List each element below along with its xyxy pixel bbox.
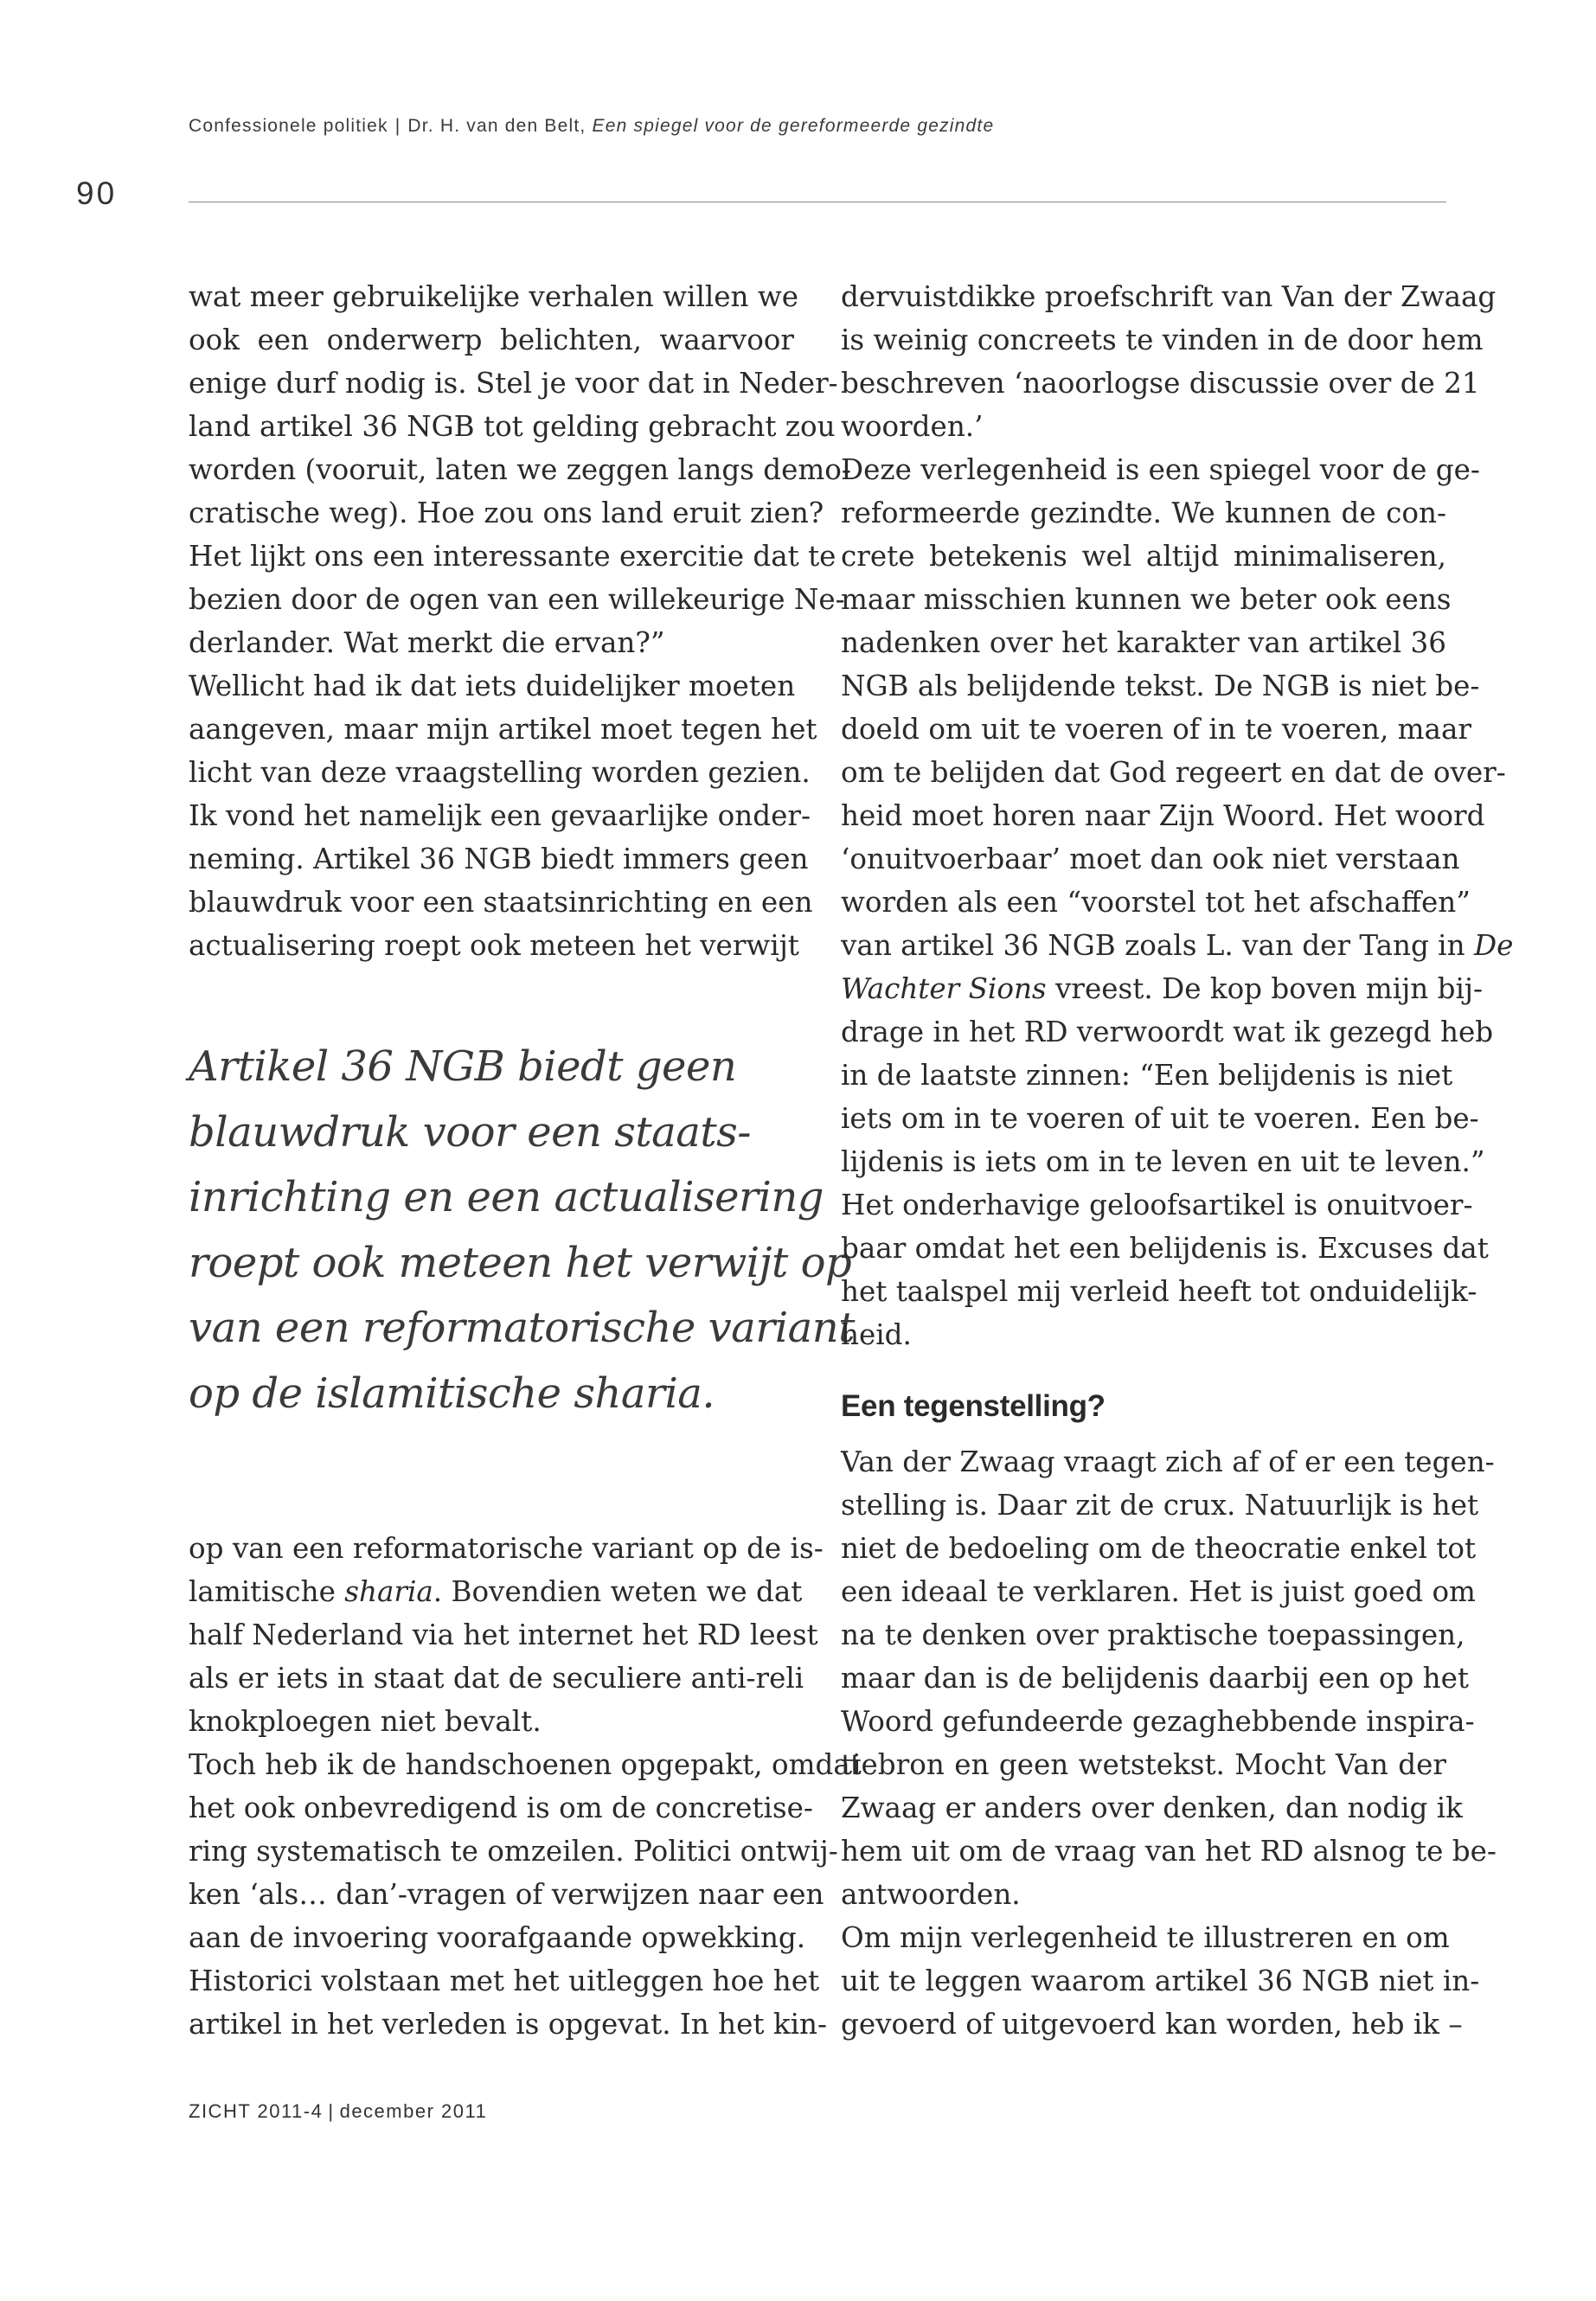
text-line: aan de invoering voorafgaande opwekking. [189,1921,806,1954]
text-line: uit te leggen waarom artikel 36 NGB niet in- [841,1965,1480,1997]
journal-title-italic: Wachter Sions [841,972,1047,1005]
text-line: het ook onbevredigend is om de concretise- [189,1791,813,1824]
text-line: gevoerd of uitgevoerd kan worden, heb ik – [841,2008,1463,2041]
text-line: Toch heb ik de handschoenen opgepakt, omdat [189,1748,862,1781]
text-line: stelling is. Daar zit de crux. Natuurlijk is het [841,1489,1479,1522]
text-line: Wellicht had ik dat iets duidelijker moeten [189,670,796,702]
footer-separator: | [328,2100,335,2122]
text-line: baar omdat het een belijdenis is. Excuses dat [841,1232,1489,1265]
section-name: Confessionele politiek [189,116,388,136]
running-head [189,116,1443,137]
text-line: nadenken over het karakter van artikel 36 [841,626,1446,659]
header-separator: | [394,116,401,136]
text-line: reformeerde gezindte. We kunnen de con- [841,497,1446,529]
text-line: Om mijn verlegenheid te illustreren en om [841,1921,1450,1954]
text-line: niet de bedoeling om de theocratie enkel tot [841,1532,1477,1565]
text-fragment: vreest. De kop boven mijn bij- [1046,972,1484,1005]
author-name: Dr. H. van den Belt, [407,116,586,136]
text-line: worden als een “voorstel tot het afschaffen” [841,886,1471,919]
text-line: heid moet horen naar Zijn Woord. Het woord [841,799,1485,832]
text-line: enige durf nodig is. Stel je voor dat in Neder- [189,367,838,400]
pull-quote-line: op de islamitische sharia. [189,1368,715,1418]
text-line: beschreven ‘naoorlogse discussie over de 21 [841,367,1480,400]
text-line: wat meer gebruikelijke verhalen willen we [189,280,799,313]
text-line: land artikel 36 NGB tot gelding gebracht zou [189,410,836,443]
text-line: actualisering roept ook meteen het verwijt [189,929,799,962]
text-line: dervuistdikke proefschrift van Van der Zwaag [841,280,1497,313]
text-line: Zwaag er anders over denken, dan nodig ik [841,1791,1463,1824]
right-column-section [841,1440,1497,2046]
text-line: Het onderhavige geloofsartikel is onuitvoer- [841,1189,1473,1221]
text-line: Het lijkt ons een interessante exercitie dat te [189,540,836,573]
text-line: om te belijden dat God regeert en dat de over- [841,756,1506,789]
left-column-top [189,275,851,967]
pull-quote-line: van een reformatorische variant [189,1304,855,1352]
journal-issue: ZICHT 2011-4 [189,2100,324,2122]
text-line: lijdenis is iets om in te leven en uit te leven.” [841,1145,1485,1178]
text-line: crete betekenis wel altijd minimaliseren, [841,540,1446,573]
text-fragment: . Bovendien weten we dat [433,1575,803,1608]
text-line: antwoorden. [841,1878,1021,1911]
text-line: maar dan is de belijdenis daarbij een op het [841,1662,1470,1695]
text-line: half Nederland via het internet het RD leest [189,1618,818,1651]
text-line: Woord gefundeerde gezaghebbende inspira- [841,1705,1475,1738]
pull-quote-line: inrichting en een actualisering [189,1173,824,1221]
page-number: 90 [76,176,118,211]
text-line: Ik vond het namelijk een gevaarlijke onder- [189,799,811,832]
text-line: derlander. Wat merkt die ervan?” [189,626,665,659]
pull-quote-line: blauwdruk voor een staats- [189,1107,752,1157]
text-line: blauwdruk voor een staatsinrichting en een [189,886,813,919]
italic-term: sharia [344,1575,433,1608]
text-line: doeld om uit te voeren of in te voeren, maar [841,713,1471,746]
section-heading: Een tegenstelling? [841,1389,1106,1423]
text-line: ring systematisch te omzeilen. Politici ontwij- [189,1835,838,1868]
text-line: ook een onderwerp belichten, waarvoor [189,324,794,356]
pull-quote-line: roept ook meteen het verwijt op [189,1238,852,1287]
text-line: als er iets in staat dat de seculiere anti-reli [189,1662,804,1695]
text-line: ken ‘als… dan’-vragen of verwijzen naar een [189,1878,824,1911]
text-line: het taalspel mij verleid heeft tot onduidelijk- [841,1275,1477,1308]
text-line: Historici volstaan met het uitleggen hoe het [189,1965,820,1997]
text-line: knokploegen niet bevalt. [189,1705,542,1738]
text-line: NGB als belijdende tekst. De NGB is niet be- [841,670,1480,702]
text-line: maar misschien kunnen we beter ook eens [841,583,1452,616]
issue-date: december 2011 [339,2100,488,2122]
text-line: na te denken over praktische toepassingen, [841,1618,1465,1651]
text-line [841,924,1514,967]
text-line: in de laatste zinnen: “Een belijdenis is niet [841,1059,1453,1092]
text-line: hem uit om de vraag van het RD alsnog te be- [841,1835,1497,1868]
text-line: een ideaal te verklaren. Het is juist goed om [841,1575,1476,1608]
text-line: cratische weg). Hoe zou ons land eruit zien? [189,497,824,529]
pull-quote [189,1035,855,1426]
pull-quote-line: Artikel 36 NGB biedt geen [189,1042,737,1091]
text-line: op van een reformatorische variant op de is- [189,1532,824,1565]
text-line [841,967,1484,1010]
text-line: worden (vooruit, laten we zeggen langs demo- [189,453,851,486]
text-fragment: van artikel 36 NGB zoals L. van der Tang in [841,929,1465,962]
article-title: Een spiegel voor de gereformeerde gezindte [592,116,995,136]
left-column-bottom [189,1527,862,2046]
text-line: tiebron en geen wetstekst. Mocht Van der [841,1748,1446,1781]
text-line: Deze verlegenheid is een spiegel voor de ge- [841,453,1480,486]
journal-title-italic: De [1473,929,1514,962]
text-line: licht van deze vraagstelling worden gezien. [189,756,811,789]
text-line: neming. Artikel 36 NGB biedt immers geen [189,843,809,875]
text-line: is weinig concreets te vinden in de door hem [841,324,1484,356]
text-line [189,1570,803,1613]
text-line: artikel in het verleden is opgevat. In het kin- [189,2008,827,2041]
text-line: aangeven, maar mijn artikel moet tegen het [189,713,817,746]
text-line: heid. [841,1318,912,1351]
right-column [841,275,1514,1356]
text-fragment: lamitische [189,1575,345,1608]
text-line: Van der Zwaag vraagt zich af of er een tegen- [841,1445,1495,1478]
text-line: iets om in te voeren of uit te voeren. Een be- [841,1102,1479,1135]
text-line: woorden.’ [841,410,984,443]
text-line: ‘onuitvoerbaar’ moet dan ook niet verstaan [841,843,1460,875]
text-line: bezien door de ogen van een willekeurige Ne- [189,583,845,616]
text-line: drage in het RD verwoordt wat ik gezegd heb [841,1016,1494,1048]
page-footer [189,2100,487,2123]
